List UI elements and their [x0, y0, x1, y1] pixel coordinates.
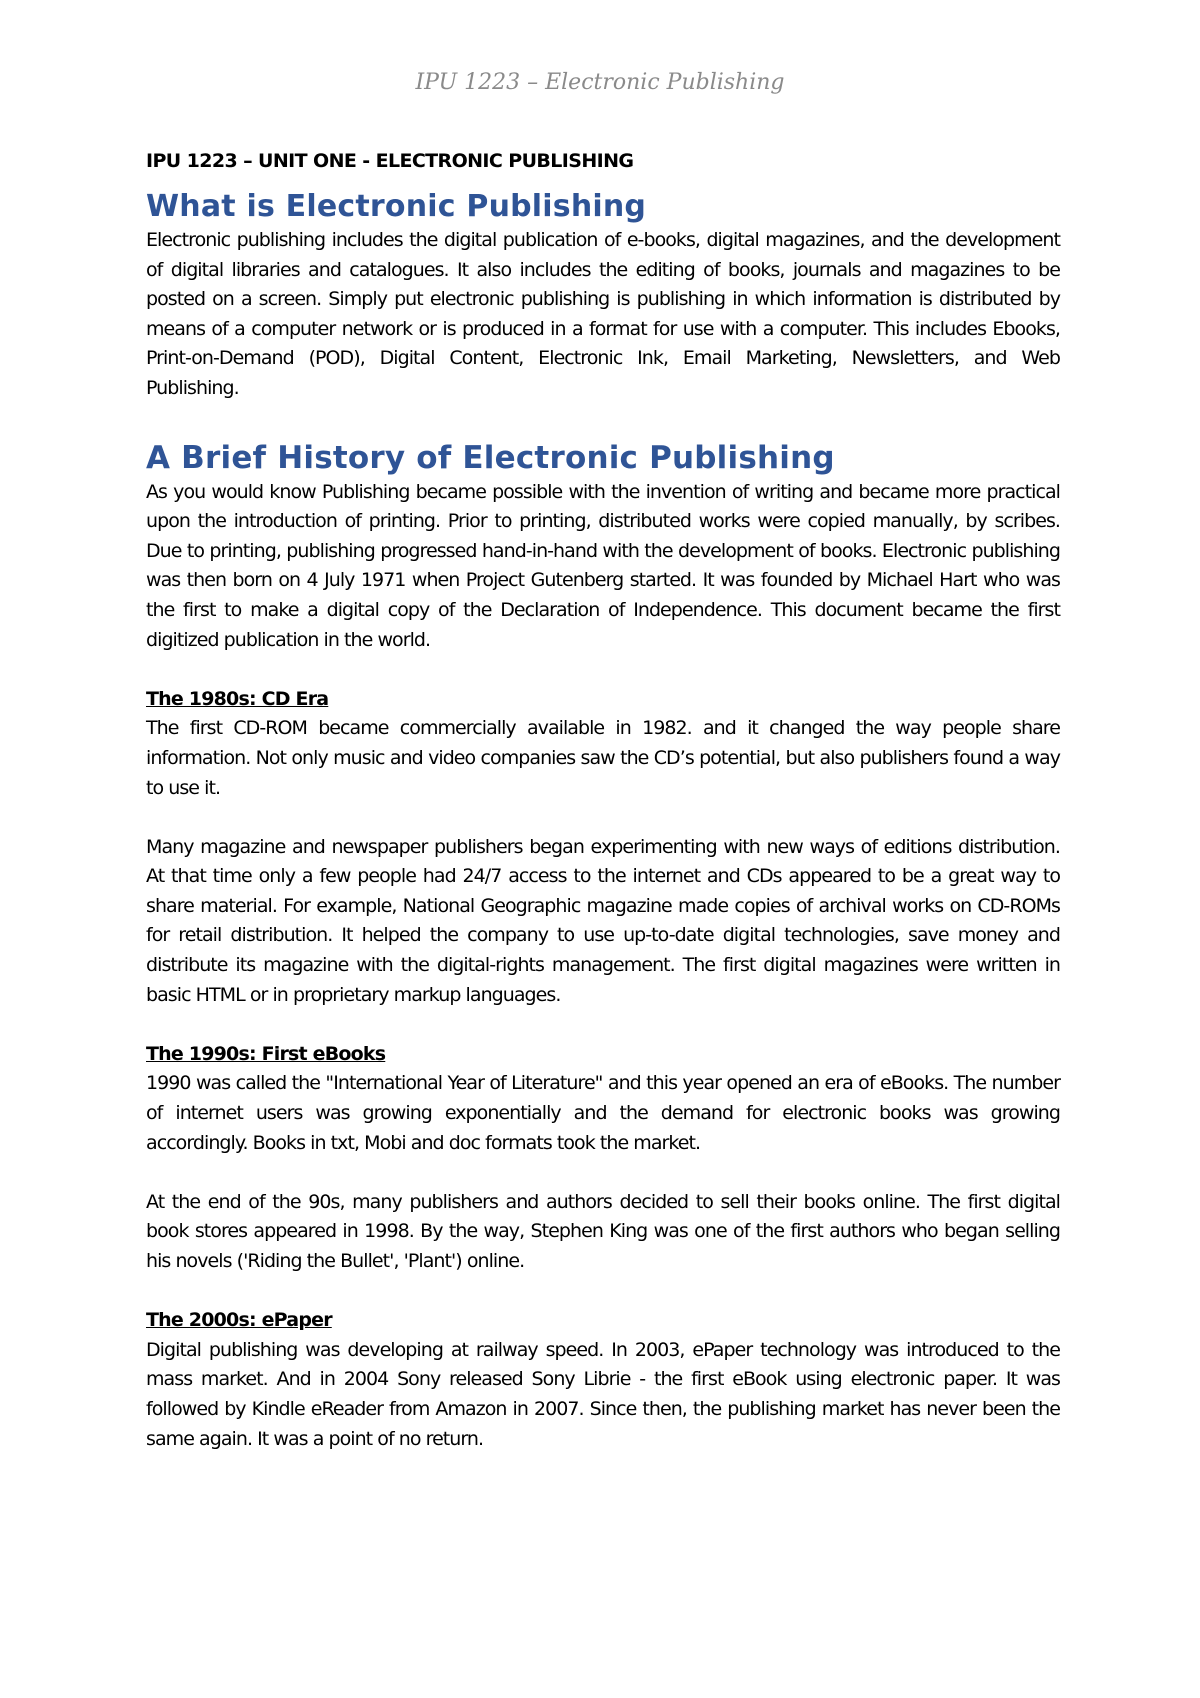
document-body — [146, 148, 1060, 1454]
paragraph-definition: Electronic publishing includes the digital publication of e-books, digital magazines, and the development of digital libraries and catalogues. It also includes the editing of books, journals and magazines to be posted on a screen. Simply put electronic publishing is publishing in which information is distributed by means of a computer network or is produced in a format for use with a computer. This includes Ebooks, Print-on-Demand (POD), Digital Content, Electronic Ink, Email Marketing, Newsletters, and Web Publishing. — [146, 229, 1060, 399]
paragraph-1980s-1: The first CD-ROM became commercially available in 1982. and it changed the way people share information. Not only music and video companies saw the CD’s potential, but also publishers found a way to use it. — [146, 717, 1060, 799]
paragraph-2000s-1: Digital publishing was developing at railway speed. In 2003, ePaper technology was introduced to the mass market. And in 2004 Sony released Sony Librie - the first eBook using electronic paper. It was followed by Kindle eReader from Amazon in 2007. Since then, the publishing market has never been the same again. It was a point of no return. — [146, 1338, 1060, 1450]
paragraph-1990s-1: 1990 was called the "International Year of Literature" and this year opened an era of eBooks. The number of internet users was growing exponentially and the demand for electronic books was growing accordingly. Books in txt, Mobi and doc formats took the market. — [146, 1072, 1060, 1154]
paragraph-1990s-2: At the end of the 90s, many publishers and authors decided to sell their books online. The first digital book stores appeared in 1998. By the way, Stephen King was one of the first authors who began selling his novels ('Riding the Bullet', 'Plant') online. — [146, 1190, 1060, 1272]
subheading-1990s: The 1990s: First eBooks — [146, 1042, 386, 1065]
paragraph-1980s-2: Many magazine and newspaper publishers began experimenting with new ways of editions distribution. At that time only a few people had 24/7 access to the internet and CDs appeared to be a great way to share material. For example, National Geographic magazine made copies of archival works on CD-ROMs for retail distribution. It helped the company to use up-to-date digital technologies, save money and distribute its magazine with the digital-rights management. The first digital magazines were written in basic HTML or in proprietary markup languages. — [146, 835, 1060, 1006]
running-header: IPU 1223 – Electronic Publishing — [415, 70, 785, 95]
spacer — [146, 1277, 1060, 1307]
spacer — [146, 655, 1060, 685]
spacer — [146, 803, 1060, 833]
paragraph-history-intro: As you would know Publishing became possible with the invention of writing and became more practical upon the introduction of printing. Prior to printing, distributed works were copied manually, by scribes. Due to printing, publishing progressed hand-in-hand with the development of books. Electronic publishing was then born on 4 July 1971 when Project Gutenberg started. It was founded by Michael Hart who was the first to make a digital copy of the Declaration of Independence. This document became the first digitized publication in the world. — [146, 480, 1060, 651]
subheading-2000s: The 2000s: ePaper — [146, 1309, 332, 1332]
unit-title: IPU 1223 – UNIT ONE - ELECTRONIC PUBLISHING — [146, 150, 634, 172]
heading-what-is-ep: What is Electronic Publishing — [146, 189, 647, 224]
subheading-1980s: The 1980s: CD Era — [146, 687, 329, 710]
spacer — [146, 1158, 1060, 1188]
spacer — [146, 1010, 1060, 1040]
heading-history: A Brief History of Electronic Publishing — [146, 439, 835, 476]
